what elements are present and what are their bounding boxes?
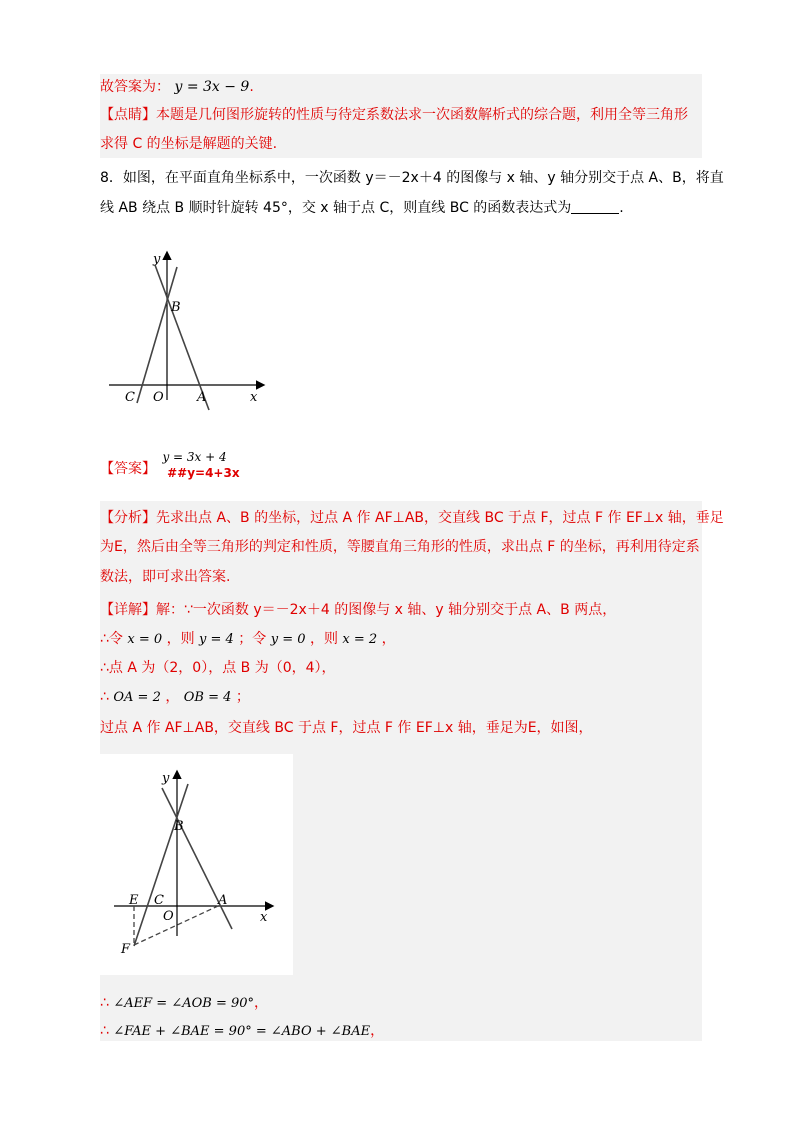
detail-line-2 xyxy=(100,628,396,651)
label-c: C xyxy=(125,390,135,405)
conclusion-1-end: ， xyxy=(254,995,269,1011)
analysis-line-1: 【分析】先求出点 A、B 的坐标，过点 A 作 AF⊥AB，交直线 BC 于点 F，过点 F 作 EF⊥x 轴，垂足 xyxy=(100,510,724,526)
previous-answer-label: 故答案为： xyxy=(100,79,170,95)
conclusion-2-math: ∠FAE + ∠BAE = 90° = ∠ABO + ∠BAE xyxy=(113,1024,371,1039)
detail-math-oa: OA = 2 xyxy=(113,690,161,705)
question-line-2-text: 线 AB 绕点 B 顺时针旋转 45°，交 x 轴于点 C，则直线 BC 的函数表达式为 xyxy=(100,200,572,216)
detail-math-2: y = 4 xyxy=(199,632,234,647)
detail-line-1: 【详解】解：∵一次函数 y＝－2x＋4 的图像与 x 轴、y 轴分别交于点 A、B 两点， xyxy=(100,602,617,618)
label-y: y xyxy=(153,252,161,267)
conclusion-line-2 xyxy=(100,1020,384,1043)
conclusion-1-therefore: ∴ xyxy=(100,995,109,1011)
detail-line-3: ∴点 A 为（2，0），点 B 为（0，4）， xyxy=(100,660,336,676)
label-a: A xyxy=(218,893,228,908)
label-b: B xyxy=(171,300,181,315)
detail-line-4 xyxy=(100,686,250,709)
detail-line-2-a: ∴令 xyxy=(100,631,123,647)
label-o: O xyxy=(163,909,174,924)
question-line-2-end: . xyxy=(619,200,624,216)
line-ab xyxy=(155,265,209,410)
dianjing-line-1: 【点睛】本题是几何图形旋转的性质与待定系数法求一次函数解析式的综合题，利用全等三角形 xyxy=(100,107,688,123)
analysis-line-3: 数法，即可求出答案. xyxy=(100,569,231,585)
label-a: A xyxy=(197,390,207,405)
previous-answer-line xyxy=(100,76,254,98)
label-y: y xyxy=(162,771,170,786)
detail-math-3: y = 0 xyxy=(270,632,306,647)
conclusion-2-end: ， xyxy=(370,1023,385,1039)
detail-line-5: 过点 A 作 AF⊥AB，交直线 BC 于点 F，过点 F 作 EF⊥x 轴，垂足为E，如图， xyxy=(100,720,593,736)
detail-line-2-c: ；令 xyxy=(238,631,267,647)
label-c: C xyxy=(154,893,164,908)
label-o: O xyxy=(153,390,164,405)
detail-line-4-c: ； xyxy=(235,689,250,705)
detail-line-4-a: ∴ xyxy=(100,689,109,705)
question-line-1: 8．如图，在平面直角坐标系中，一次函数 y＝－2x＋4 的图像与 x 轴、y 轴分别交于点 A、B，将直 xyxy=(100,170,724,186)
question-line-2 xyxy=(100,197,624,219)
label-x: x xyxy=(260,910,268,925)
line-bc xyxy=(134,784,188,946)
label-f: F xyxy=(121,942,131,957)
detail-math-1: x = 0 xyxy=(127,632,163,647)
answer-formula: y = 3x + 4 xyxy=(162,450,227,464)
conclusion-1-math: ∠AEF = ∠AOB = 90° xyxy=(113,996,255,1011)
label-b: B xyxy=(174,819,184,834)
segment-af xyxy=(134,906,218,945)
detail-line-2-b: ，则 xyxy=(166,631,195,647)
analysis-line-2: 为E，然后由全等三角形的判定和性质，等腰直角三角形的性质，求出点 F 的坐标，再利用待定系 xyxy=(100,539,700,555)
dianjing-line-2: 求得 C 的坐标是解题的关键. xyxy=(100,136,278,152)
conclusion-2-therefore: ∴ xyxy=(100,1023,109,1039)
answer-line xyxy=(100,450,240,480)
detail-line-4-b: ， xyxy=(165,689,180,705)
answer-blank xyxy=(571,199,619,214)
detail-line-2-d: ，则 xyxy=(309,631,338,647)
answer-alt: ##y=4+3x xyxy=(167,466,240,480)
figure-2-graph xyxy=(112,764,282,964)
line-bc xyxy=(137,267,177,403)
label-e: E xyxy=(129,893,139,908)
answer-label: 【答案】 xyxy=(100,461,156,477)
label-x: x xyxy=(250,390,258,405)
conclusion-line-1 xyxy=(100,992,268,1015)
detail-math-4: x = 2 xyxy=(342,632,378,647)
detail-line-2-e: ， xyxy=(381,631,396,647)
previous-answer-formula: y = 3x − 9 xyxy=(174,79,250,95)
detail-math-ob: OB = 4 xyxy=(183,690,232,705)
figure-1-graph xyxy=(105,245,275,415)
previous-answer-end: . xyxy=(249,79,254,95)
